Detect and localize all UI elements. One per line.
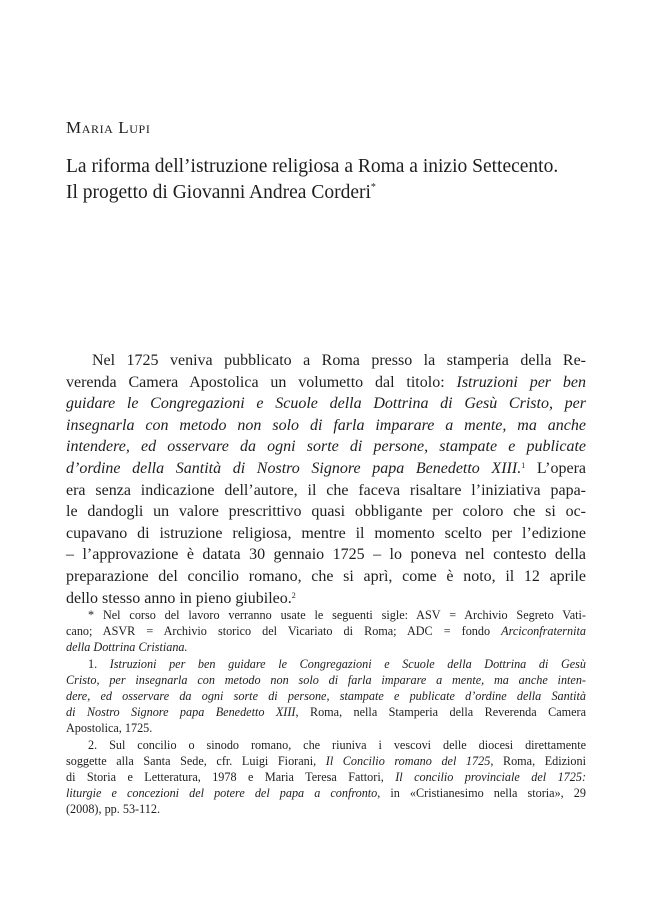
footnote-text: di Storia e Letteratura, 1978 e Maria Teresa Fattori, bbox=[66, 769, 396, 784]
footnote-line bbox=[66, 753, 586, 769]
footnote-line bbox=[66, 623, 586, 639]
body-text: dello stesso anno in pieno giubileo. bbox=[66, 589, 292, 607]
footnote-line: * Nel corso del lavoro verranno usate le seguenti sigle: ASV = Archivio Segreto Vati- bbox=[88, 608, 586, 622]
footnote-line: (2008), pp. 53-112. bbox=[66, 802, 160, 817]
footnote-line bbox=[66, 639, 586, 655]
body-italic-title: insegnarla con metodo non solo di farla imparare a mente, ma anche bbox=[66, 416, 586, 434]
body-paragraph bbox=[66, 350, 586, 609]
body-italic-title: intendere, ed osservare da ogni sorte di persone, stampate e publicate bbox=[66, 438, 586, 456]
footnote-text: cano; ASVR = Archivio storico del Vicariato di Roma; ADC = fondo bbox=[66, 624, 502, 639]
footnote-italic: Il Concilio romano del 1725 bbox=[325, 753, 491, 768]
author-name: Maria Lupi bbox=[66, 118, 151, 137]
footnote-line: 2. Sul concilio o sinodo romano, che riuniva i vescovi delle diocesi direttamente bbox=[88, 737, 586, 752]
body-line: era senza indicazione dell’autore, il che faceva risaltare l’iniziativa papa- bbox=[66, 481, 586, 499]
body-line bbox=[66, 415, 586, 437]
footnote-italic: dere, ed osservare da ogni sorte di persone, stampate e publicate d’ordine della Santità bbox=[66, 688, 586, 703]
article-title bbox=[66, 154, 586, 206]
footnote-line bbox=[66, 688, 586, 704]
footnote-italic: Il concilio provinciale del 1725: bbox=[395, 769, 586, 784]
footnote-italic: della Dottrina Cristiana. bbox=[66, 640, 188, 655]
title-line-2-text: Il progetto di Giovanni Andrea Corderi bbox=[66, 182, 371, 203]
body-line: – l’approvazione è datata 30 gennaio 1725 – lo poneva nel contesto della bbox=[66, 546, 586, 564]
footnote-text: , Roma, nella Stamperia della Reverenda Camera bbox=[295, 705, 586, 720]
body-line: cupavano di istruzione religiosa, mentre il momento scelto per l’edizione bbox=[66, 524, 586, 542]
footnote-italic: Cristo, per insegnarla con metodo non solo di farla imparare a mente, ma anche inten- bbox=[66, 672, 586, 687]
footnote-ref-2[interactable]: 2 bbox=[291, 590, 296, 600]
footnote-italic: Arciconfraternita bbox=[501, 624, 586, 639]
title-footnote-mark: * bbox=[370, 182, 376, 193]
body-text: verenda Camera Apostolica un volumetto dal titolo: bbox=[66, 373, 457, 391]
body-italic-title: d’ordine della Santità di Nostro Signore papa Benedetto XIII. bbox=[66, 459, 522, 477]
footnote-text: , Roma, Edizioni bbox=[490, 753, 587, 768]
footnote-line bbox=[66, 704, 586, 720]
footnote-italic: liturgie e concezioni del potere del papa a confronto bbox=[66, 786, 378, 801]
body-italic-title: Istruzioni per ben bbox=[456, 373, 586, 391]
body-text: L’opera bbox=[525, 459, 586, 477]
footnote-line bbox=[66, 672, 586, 688]
footnote-line: Apostolica, 1725. bbox=[66, 721, 153, 736]
title-line-2 bbox=[66, 180, 586, 206]
body-line: preparazione del concilio romano, che si aprì, come è noto, il 12 aprile bbox=[66, 567, 586, 585]
body-line: le dandogli un valore prescrittivo quasi obbligante per coloro che si oc- bbox=[66, 503, 586, 521]
footnote-line bbox=[66, 769, 586, 785]
title-line-1: La riforma dell’istruzione religiosa a Roma a inizio Settecento. bbox=[66, 156, 559, 177]
body-line bbox=[66, 372, 586, 394]
footnote-italic: Istruzioni per ben guidare le Congregazioni e Scuole della Dottrina di Gesù bbox=[109, 656, 586, 671]
footnote-text: soggette alla Santa Sede, cfr. Luigi Fiorani, bbox=[66, 753, 326, 768]
footnote-ref-1[interactable]: 1 bbox=[521, 460, 526, 470]
body-italic-title: guidare le Congregazioni e Scuole della Dottrina di Gesù Cristo, per bbox=[66, 395, 586, 413]
footnote-line bbox=[66, 656, 586, 672]
footnotes bbox=[66, 607, 586, 817]
body-line bbox=[66, 588, 586, 610]
body-line bbox=[66, 436, 586, 458]
footnote-text: , in «Cristianesimo nella storia», 29 bbox=[377, 786, 586, 801]
footnote-number: 1. bbox=[88, 656, 110, 671]
body-line bbox=[66, 458, 586, 480]
body-line: Nel 1725 veniva pubblicato a Roma presso la stamperia della Re- bbox=[92, 352, 586, 369]
footnote-italic: di Nostro Signore papa Benedetto XIII bbox=[66, 705, 296, 720]
body-line bbox=[66, 393, 586, 415]
footnote-line bbox=[66, 785, 586, 801]
